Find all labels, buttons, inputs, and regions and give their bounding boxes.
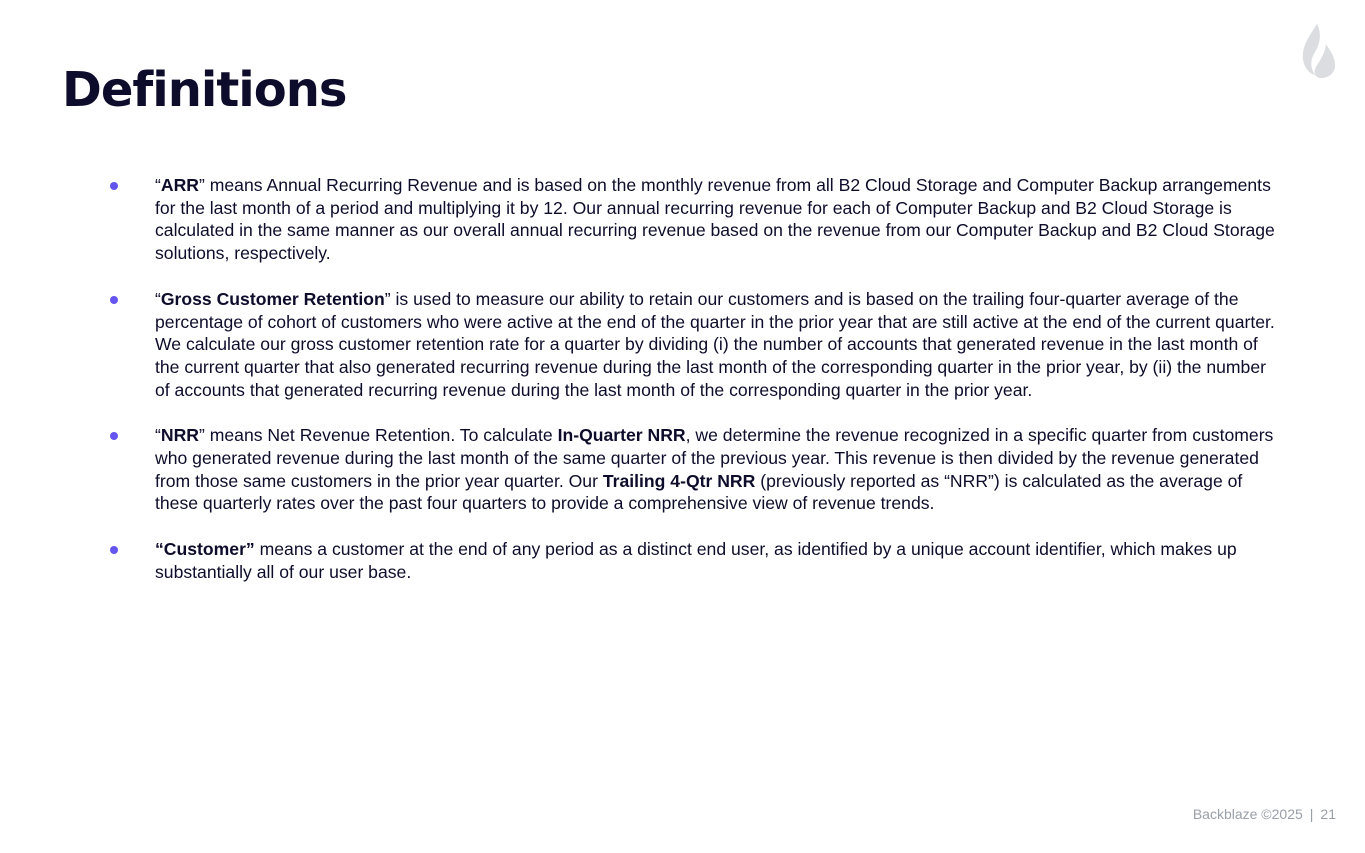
- footer: [1193, 806, 1336, 822]
- footer-brand: Backblaze ©2025: [1192, 806, 1303, 822]
- page-title: Definitions: [62, 62, 347, 118]
- definition-text: ” is used to measure our ability to retain our customers and is based on the trailing four-quarter average of the percentage of cohort of customers who were active at the end of the quarter in the prior year that are still active at the end of the current quarter. We calculate our gross customer retention rate for a quarter by dividing (i) the number of accounts that generated revenue in the last month of the current quarter that also generated recurring revenue during the last month of the corresponding quarter in the prior year, by (ii) the number of accounts that generated recurring revenue during the last month of the corresponding quarter in the prior year.: [155, 288, 1275, 400]
- term-arr: ARR: [160, 175, 199, 195]
- definition-text: (previously reported as “NRR”) is calculated as the average of these quarterly rates over the past four quarters to provide a comprehensive view of revenue trends.: [155, 470, 1243, 514]
- term-customer: “Customer”: [155, 539, 255, 560]
- term-trailing-4-qtr-nrr: Trailing 4-Qtr NRR: [602, 470, 756, 491]
- term-nrr: NRR: [160, 425, 199, 446]
- bullet-icon: [110, 296, 118, 304]
- definition-gross-customer-retention: “Gross Customer Retention” is used to measure our ability to retain our customers and is based on the trailing four-quarter average of the percentage of cohort of customers who were active at the end of the quarter in the prior year that are still active at the end of the current quarter. We calculate our gross customer retention rate for a quarter by dividing (i) the number of accounts that generated revenue in the last month of the current quarter that also generated recurring revenue during the last month of the corresponding quarter in the prior year, by (ii) the number of accounts that generated recurring revenue during the last month of the corresponding quarter in the prior year.: [105, 288, 1285, 402]
- footer-separator: |: [1309, 806, 1314, 822]
- flame-logo-icon: [1300, 22, 1338, 80]
- definition-nrr: “NRR” means Net Revenue Retention. To calculate In-Quarter NRR, we determine the revenue recognized in a specific quarter from customers who generated revenue during the last month of the same quarter of the previous year. This revenue is then divided by the revenue generated from those same customers in the prior year quarter. Our Trailing 4-Qtr NRR (previously reported as “NRR”) is calculated as the average of these quarterly rates over the past four quarters to provide a comprehensive view of revenue trends.: [105, 424, 1285, 515]
- term-gross-customer-retention: Gross Customer Retention: [160, 288, 385, 309]
- definitions-list: [105, 174, 1285, 607]
- term-in-quarter-nrr: In-Quarter NRR: [557, 425, 686, 446]
- definition-text: ” means Annual Recurring Revenue and is based on the monthly revenue from all B2 Cloud Storage and Computer Backup arrangements for the last month of a period and multiplying it by 12. Our annual recurring revenue for each of Computer Backup and B2 Cloud Storage is calculated in the same manner as our overall annual recurring revenue based on the revenue from our Computer Backup and B2 Cloud Storage solutions, respectively.: [155, 175, 1275, 264]
- definition-customer: [105, 538, 1285, 583]
- bullet-icon: [110, 546, 118, 554]
- definition-text: means a customer at the end of any period as a distinct end user, as identified by a unique account identifier, which makes up substantially all of our user base.: [155, 539, 1237, 582]
- definition-arr: “ARR” means Annual Recurring Revenue and is based on the monthly revenue from all B2 Cloud Storage and Computer Backup arrangements for the last month of a period and multiplying it by 12. Our annual recurring revenue for each of Computer Backup and B2 Cloud Storage is calculated in the same manner as our overall annual recurring revenue based on the revenue from our Computer Backup and B2 Cloud Storage solutions, respectively.: [105, 174, 1285, 265]
- bullet-icon: [110, 432, 118, 440]
- definition-text: , we determine the revenue recognized in a specific quarter from customers who generated revenue during the last month of the same quarter of the previous year. This revenue is then divided by the revenue generated from those same customers in the prior year quarter. Our: [155, 425, 1274, 491]
- page-number: 21: [1320, 806, 1336, 822]
- bullet-icon: [110, 182, 118, 190]
- definition-text: ” means Net Revenue Retention. To calculate: [198, 425, 558, 446]
